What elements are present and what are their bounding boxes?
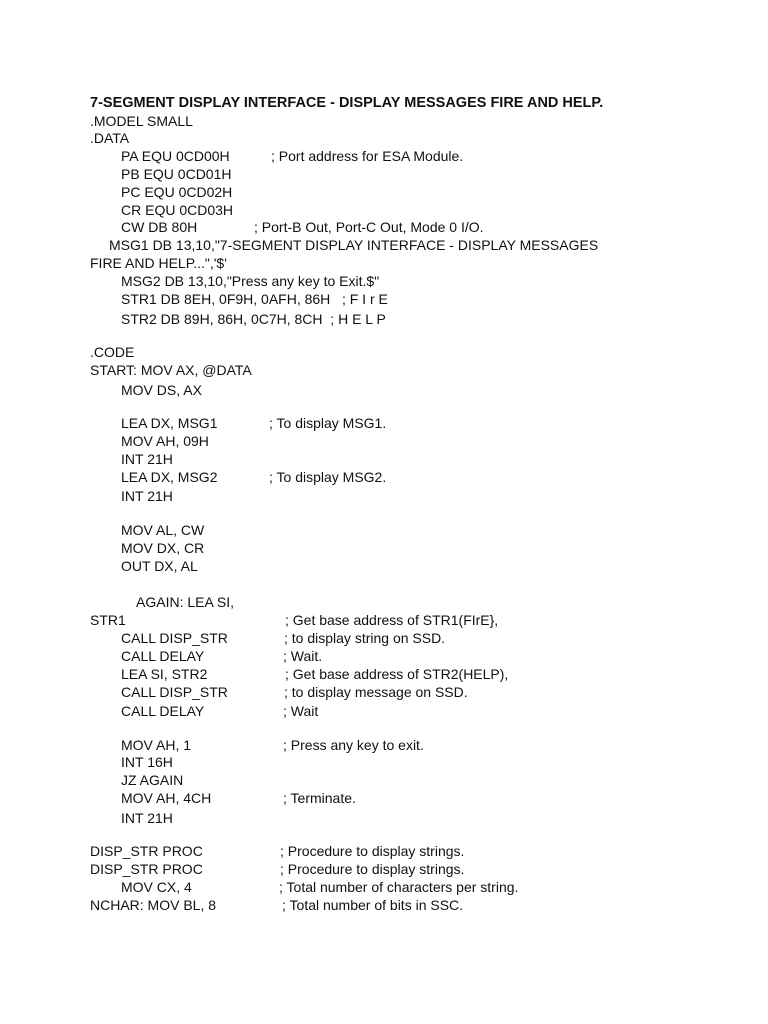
code-line: CALL DELAY [121,703,205,719]
code-line: OUT DX, AL [121,558,198,574]
code-line: INT 16H [121,754,173,770]
code-line: MOV AH, 4CH [121,790,212,806]
code-comment: ; Wait [283,703,319,719]
code-line: CALL DISP_STR [121,630,228,646]
code-comment: ; Procedure to display strings. [280,843,465,859]
code-comment: ; Press any key to exit. [283,737,424,753]
code-line: LEA DX, MSG1 [121,415,218,431]
code-line: DISP_STR PROC [90,861,203,877]
code-line: CALL DELAY [121,648,205,664]
code-comment: ; to display string on SSD. [284,630,446,646]
code-line: MOV AH, 09H [121,433,209,449]
code-line: CALL DISP_STR [121,684,228,700]
code-line: .DATA [90,130,130,146]
code-line: START: MOV AX, @DATA [90,362,252,378]
code-comment: ; Total number of bits in SSC. [282,897,464,913]
code-line: STR2 DB 89H, 86H, 0C7H, 8CH ; H E L P [121,311,386,327]
code-comment: ; To display MSG1. [269,415,387,431]
code-line: MSG2 DB 13,10,"Press any key to Exit.$" [121,273,380,289]
code-line: MOV CX, 4 [121,879,192,895]
code-line: MSG1 DB 13,10,"7-SEGMENT DISPLAY INTERFACE - DISPLAY MESSAGES [109,237,599,253]
code-line: AGAIN: LEA SI, [136,594,235,610]
code-line: MOV DX, CR [121,540,205,556]
code-line: MOV DS, AX [121,382,202,398]
code-comment: ; Get base address of STR2(HELP), [285,666,509,682]
document-title: 7-SEGMENT DISPLAY INTERFACE - DISPLAY MESSAGES FIRE AND HELP. [90,95,604,111]
code-line: INT 21H [121,451,173,467]
code-line: LEA DX, MSG2 [121,469,218,485]
code-line: JZ AGAIN [121,772,184,788]
code-line: INT 21H [121,488,173,504]
code-line: MOV AH, 1 [121,737,192,753]
code-comment: ; Wait. [283,648,323,664]
code-comment: ; to display message on SSD. [284,684,468,700]
code-line: STR1 DB 8EH, 0F9H, 0AFH, 86H ; F I r E [121,291,388,307]
code-line: .CODE [90,344,135,360]
code-comment: ; Port-B Out, Port-C Out, Mode 0 I/O. [254,219,484,235]
code-comment: ; Terminate. [283,790,356,806]
code-line: STR1 [90,612,126,628]
code-comment: ; Procedure to display strings. [280,861,465,877]
code-line: NCHAR: MOV BL, 8 [90,897,217,913]
code-line: DISP_STR PROC [90,843,203,859]
code-line: .MODEL SMALL [90,113,193,129]
code-comment: ; To display MSG2. [269,469,387,485]
code-line: LEA SI, STR2 [121,666,208,682]
code-line: PB EQU 0CD01H [121,166,232,182]
code-comment: ; Port address for ESA Module. [271,148,464,164]
code-line: PC EQU 0CD02H [121,184,233,200]
code-comment: ; Total number of characters per string. [279,879,519,895]
code-line: CR EQU 0CD03H [121,202,234,218]
code-comment: ; Get base address of STR1(FIrE}, [285,612,499,628]
code-line: CW DB 80H [121,219,198,235]
code-line: FIRE AND HELP...",'$' [90,255,227,271]
code-line: INT 21H [121,810,173,826]
code-line: MOV AL, CW [121,522,205,538]
code-line: PA EQU 0CD00H [121,148,230,164]
